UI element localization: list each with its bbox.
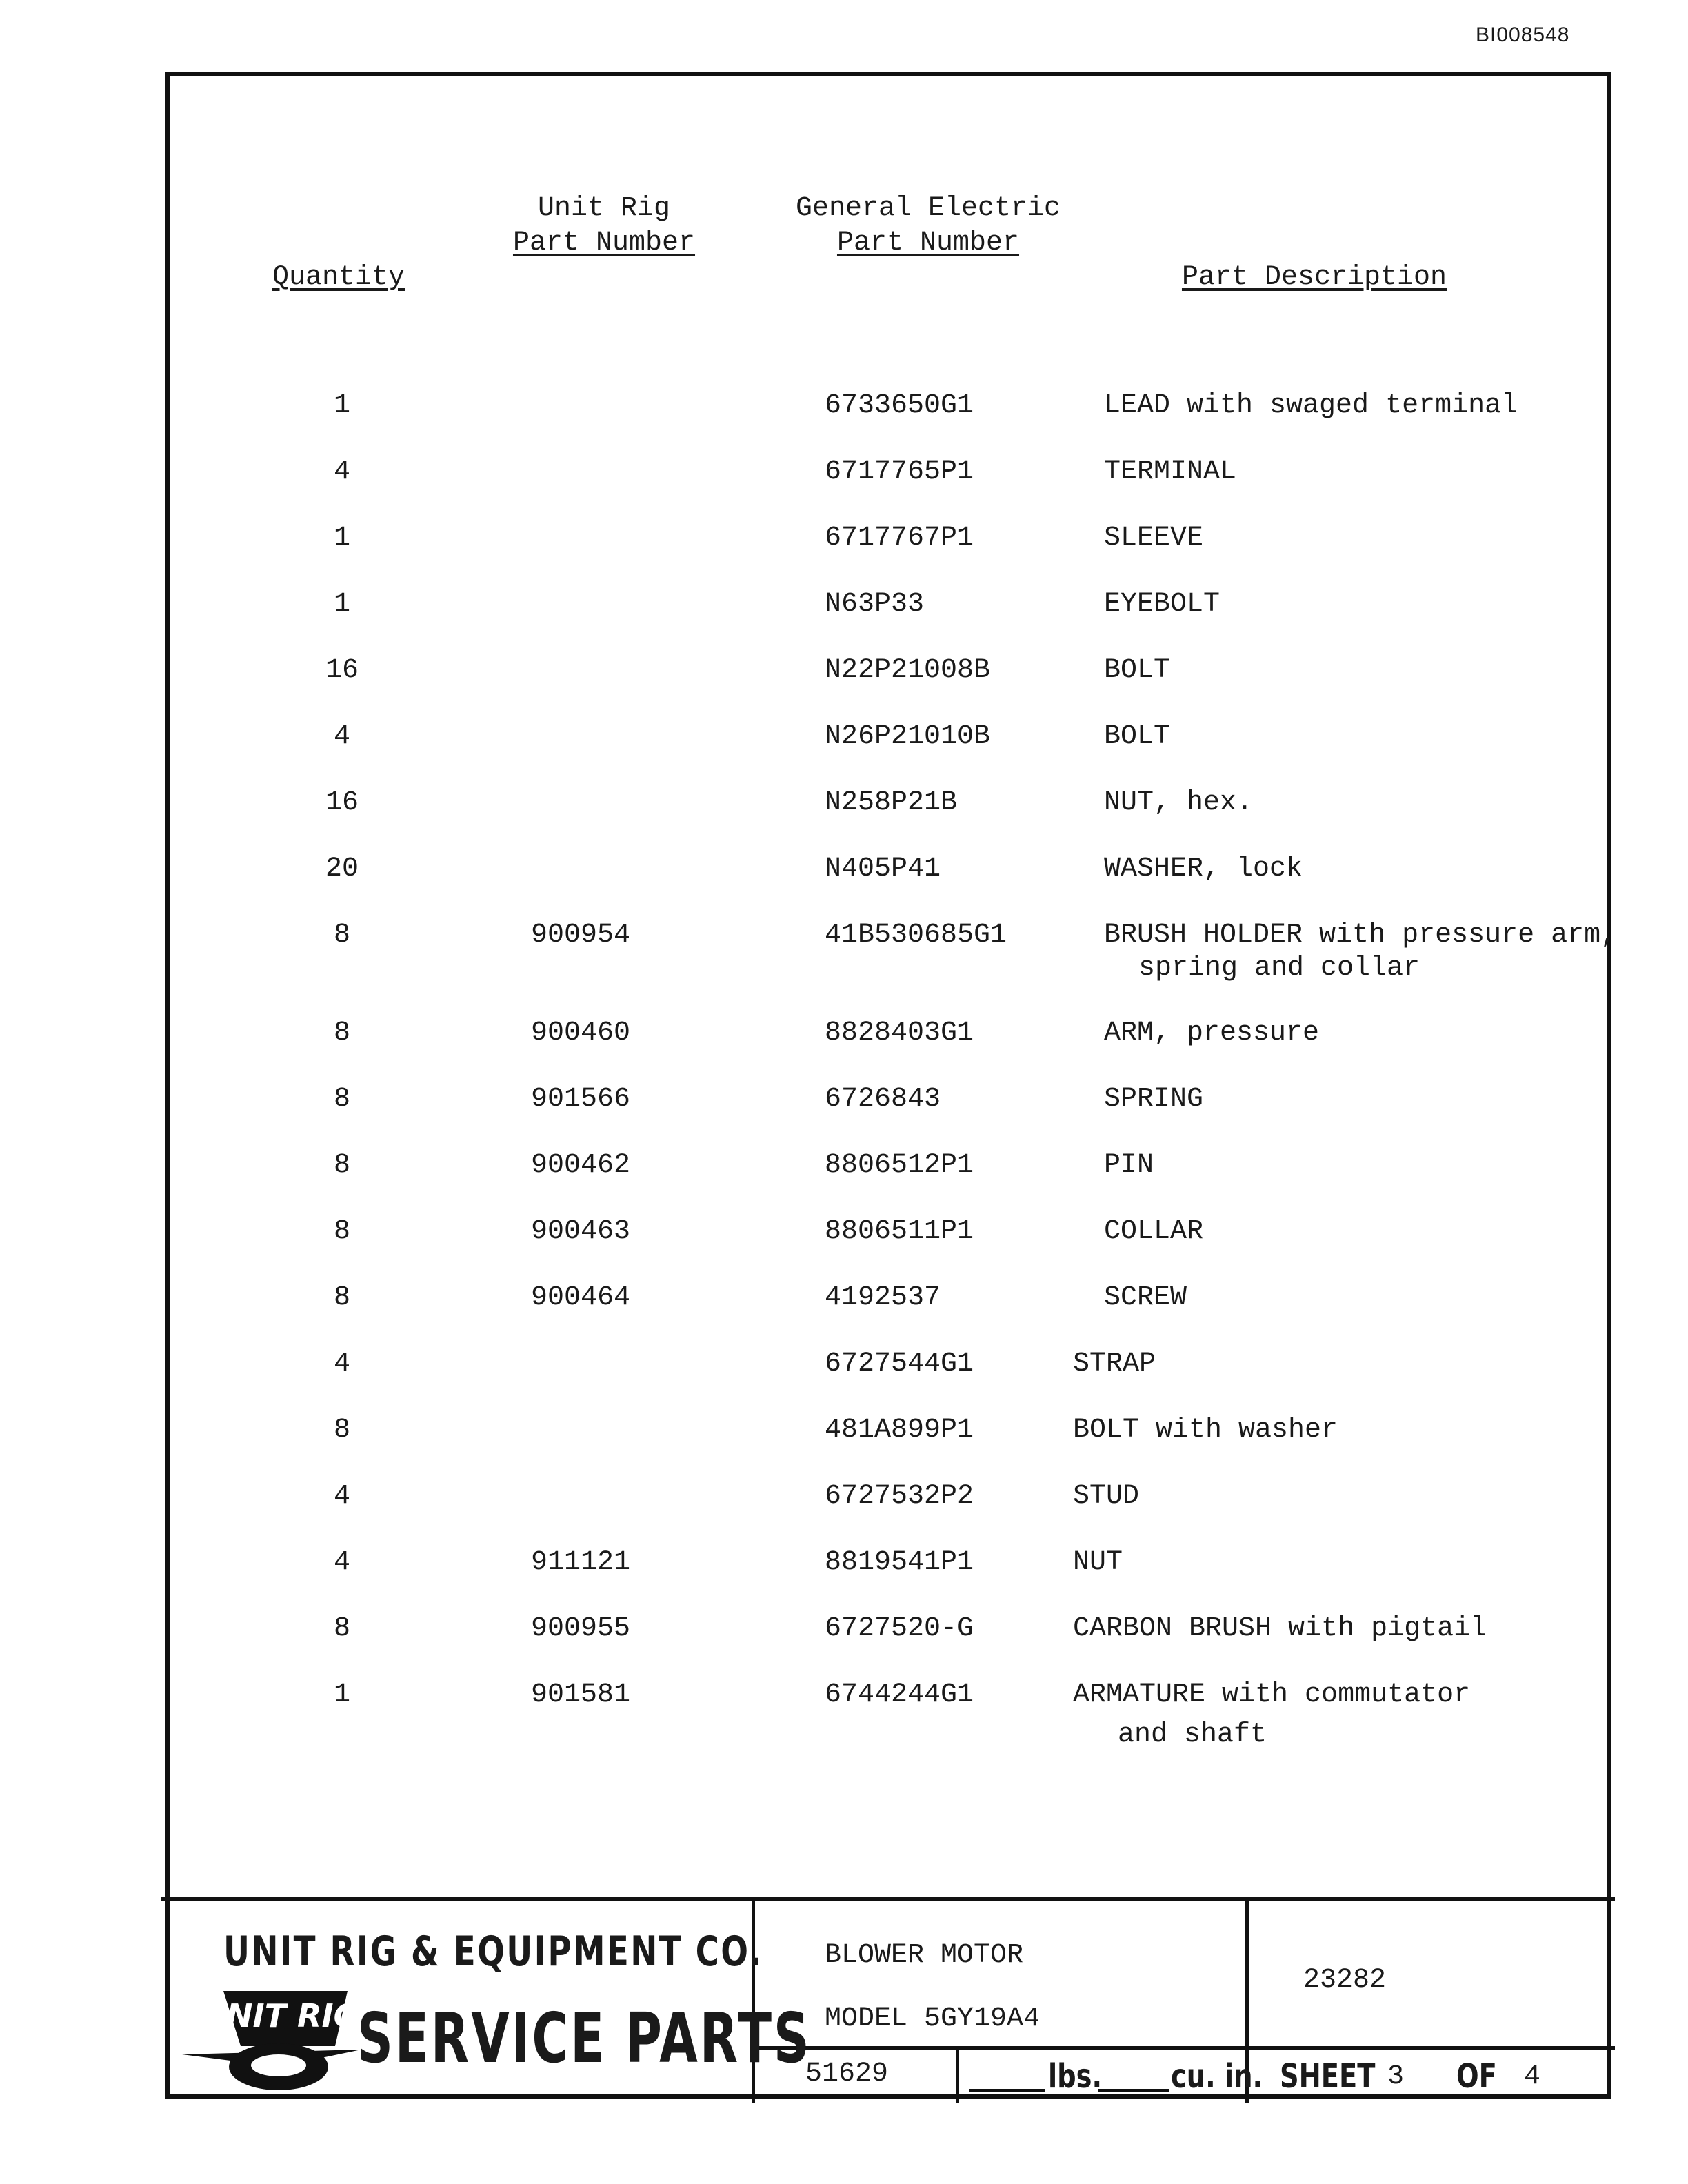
ge-part-cell: 8828403G1: [825, 1018, 974, 1049]
table-row: [170, 523, 1615, 589]
description-cell: SCREW: [1104, 1282, 1187, 1313]
cuin-label: cu. in.: [1171, 2057, 1263, 2096]
header-description-label: Part Description: [1181, 262, 1447, 293]
quantity-cell: 4: [333, 721, 350, 752]
quantity-cell: 20: [325, 853, 359, 884]
ge-part-cell: 6727532P2: [825, 1481, 974, 1512]
quantity-cell: 8: [333, 1216, 350, 1247]
divider: [956, 2046, 959, 2103]
divider: [752, 2046, 1615, 2050]
header-ge-line1: General Electric: [795, 193, 1061, 224]
description-cell: COLLAR: [1104, 1216, 1204, 1247]
table-row: [170, 1613, 1615, 1679]
company-name: UNIT RIG & EQUIPMENT CO.: [223, 1928, 763, 1976]
description-cont-cell: and shaft: [1118, 1719, 1267, 1750]
table-row: [170, 655, 1615, 721]
description-cell: EYEBOLT: [1104, 589, 1220, 620]
description-cell: STUD: [1073, 1481, 1140, 1512]
table-row: [170, 721, 1615, 787]
unit-rig-part-cell: 900464: [531, 1282, 631, 1313]
lbs-label: lbs.: [1048, 2057, 1103, 2096]
table-row: [170, 1084, 1615, 1150]
description-cell: SLEEVE: [1104, 523, 1204, 554]
item-name: BLOWER MOTOR: [825, 1940, 1024, 1971]
document-number: 23282: [1303, 1965, 1387, 1996]
table-row: [170, 920, 1618, 986]
service-parts-title: SERVICE PARTS: [357, 1998, 812, 2079]
unit-rig-part-cell: 901581: [531, 1679, 631, 1710]
table-row: [170, 853, 1615, 920]
weight-volume-field: [963, 2054, 1263, 2100]
ge-part-cell: N63P33: [825, 589, 925, 620]
quantity-cell: 1: [333, 390, 350, 421]
sheet-total: 4: [1524, 2061, 1541, 2092]
model-number: MODEL 5GY19A4: [825, 2003, 1041, 2034]
description-cell: ARM, pressure: [1104, 1018, 1320, 1049]
ge-part-cell: 6726843: [825, 1084, 941, 1115]
quantity-cell: 8: [333, 1084, 350, 1115]
ge-part-cell: N405P41: [825, 853, 941, 884]
unit-rig-part-cell: 901566: [531, 1084, 631, 1115]
description-cell: BOLT: [1104, 655, 1171, 686]
ge-part-cell: N26P21010B: [825, 721, 991, 752]
ge-part-cell: N22P21008B: [825, 655, 991, 686]
table-row: [170, 1348, 1615, 1415]
table-row: [170, 1679, 1615, 1750]
table-row: [170, 456, 1615, 523]
description-cell: NUT, hex.: [1104, 787, 1254, 818]
table-row: [170, 1216, 1615, 1282]
table-row: [170, 1481, 1615, 1547]
quantity-cell: 8: [333, 1282, 350, 1313]
ge-part-cell: 6744244G1: [825, 1679, 974, 1710]
quantity-cell: 4: [333, 1481, 350, 1512]
table-row: [170, 1150, 1615, 1216]
unit-rig-part-cell: 900954: [531, 920, 631, 951]
table-row: [170, 1018, 1615, 1084]
quantity-cell: 8: [333, 1415, 350, 1446]
quantity-cell: 1: [333, 523, 350, 554]
description-cell: PIN: [1104, 1150, 1154, 1181]
header-quantity: [252, 226, 425, 295]
header-unit-rig-line1: Unit Rig: [537, 193, 671, 224]
document-id: BI008548: [1476, 23, 1570, 46]
quantity-cell: 4: [333, 1547, 350, 1578]
quantity-cell: 8: [333, 920, 350, 951]
quantity-cell: 4: [333, 1348, 350, 1379]
quantity-cell: 8: [333, 1613, 350, 1644]
ge-part-cell: 6717767P1: [825, 523, 974, 554]
table-row: [170, 787, 1615, 853]
header-quantity-label: Quantity: [272, 262, 405, 293]
header-unit-rig-line2: Part Number: [512, 228, 696, 259]
header-unit-rig: [494, 192, 714, 261]
ge-part-cell: 6727520-G: [825, 1613, 974, 1644]
header-ge: [783, 192, 1073, 261]
quantity-cell: 1: [333, 1679, 350, 1710]
unit-rig-part-cell: 900460: [531, 1018, 631, 1049]
description-cell: BOLT: [1104, 721, 1171, 752]
ge-part-cell: 481A899P1: [825, 1415, 974, 1446]
ge-part-cell: 41B530685G1: [825, 920, 1007, 951]
part-number: 51629: [805, 2059, 889, 2090]
ge-part-cell: 8806511P1: [825, 1216, 974, 1247]
volume-blank: [1098, 2089, 1169, 2092]
ge-part-cell: 6727544G1: [825, 1348, 974, 1379]
quantity-cell: 16: [325, 787, 359, 818]
description-cell: BOLT with washer: [1073, 1415, 1338, 1446]
table-row: [170, 1415, 1615, 1481]
quantity-cell: 8: [333, 1150, 350, 1181]
ge-part-cell: 8819541P1: [825, 1547, 974, 1578]
ge-part-cell: 6733650G1: [825, 390, 974, 421]
unit-rig-part-cell: 911121: [531, 1547, 631, 1578]
description-cell: CARBON BRUSH with pigtail: [1073, 1613, 1487, 1644]
quantity-cell: 16: [325, 655, 359, 686]
title-block: [161, 1897, 1615, 2103]
description-cell: WASHER, lock: [1104, 853, 1303, 884]
weight-blank: [969, 2089, 1045, 2092]
table-row: [170, 390, 1615, 456]
description-cell: SPRING: [1104, 1084, 1204, 1115]
description-cell: STRAP: [1073, 1348, 1156, 1379]
header-description: [1163, 226, 1466, 295]
sheet-number: 3: [1387, 2061, 1405, 2092]
description-cell: LEAD with swaged terminal: [1104, 390, 1518, 421]
description-cell: NUT: [1073, 1547, 1123, 1578]
unit-rig-logo: [175, 1977, 368, 2094]
ge-part-cell: 4192537: [825, 1282, 941, 1313]
ge-part-cell: 6717765P1: [825, 456, 974, 487]
description-cell: BRUSH HOLDER with pressure arm,: [1104, 920, 1618, 951]
table-row: [170, 1547, 1615, 1613]
ge-part-cell: N258P21B: [825, 787, 958, 818]
description-cell: ARMATURE with commutator: [1073, 1679, 1471, 1710]
sheet-label: SHEET: [1280, 2057, 1376, 2096]
quantity-cell: 8: [333, 1018, 350, 1049]
ge-part-cell: 8806512P1: [825, 1150, 974, 1181]
table-row: [170, 1282, 1615, 1348]
unit-rig-part-cell: 900955: [531, 1613, 631, 1644]
parts-list-frame: [165, 72, 1618, 2099]
unit-rig-part-cell: 900462: [531, 1150, 631, 1181]
svg-text:UNIT RIG: UNIT RIG: [200, 1997, 360, 2034]
description-cont-cell: spring and collar: [1138, 953, 1420, 984]
unit-rig-part-cell: 900463: [531, 1216, 631, 1247]
quantity-cell: 4: [333, 456, 350, 487]
description-cell: TERMINAL: [1104, 456, 1237, 487]
table-row: [170, 589, 1615, 655]
of-label: OF: [1456, 2057, 1497, 2096]
quantity-cell: 1: [333, 589, 350, 620]
header-ge-line2: Part Number: [836, 228, 1020, 259]
